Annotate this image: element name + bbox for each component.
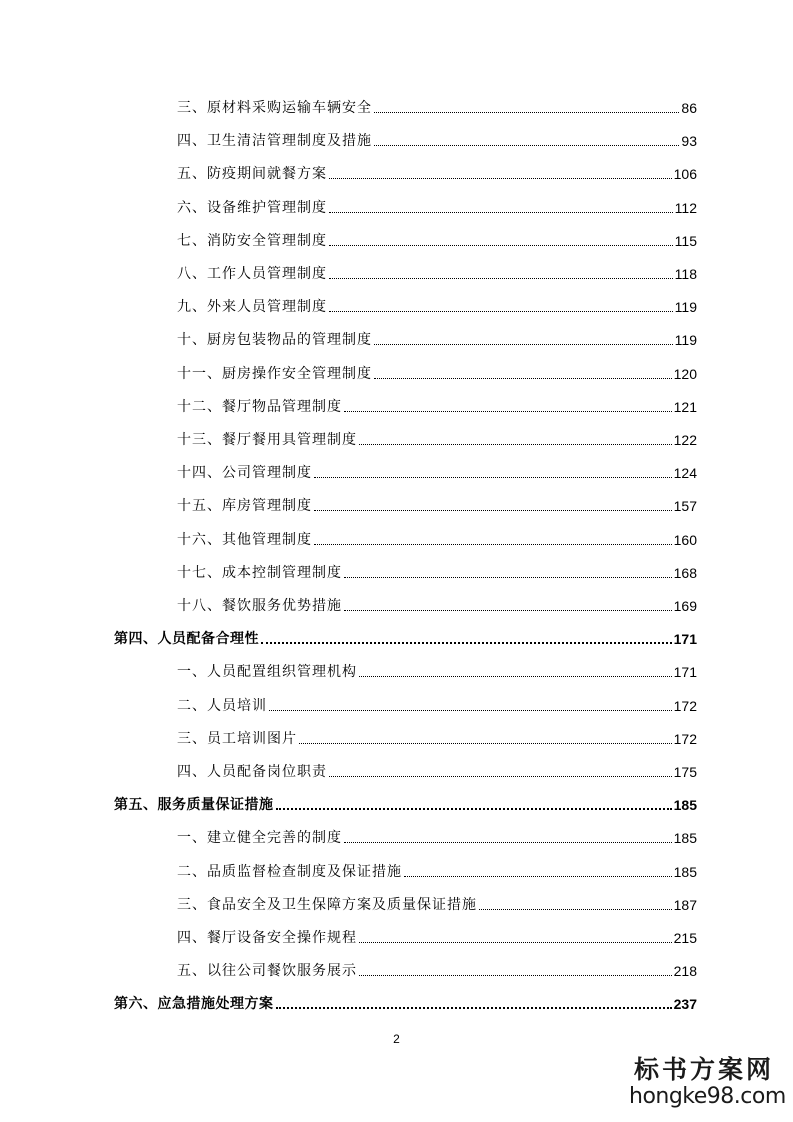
toc-entry-page: 185: [673, 797, 697, 814]
toc-entry-title: 三、原材料采购运输车辆安全: [177, 100, 372, 116]
toc-dot-leader: [374, 145, 679, 146]
toc-section-entry[interactable]: [177, 956, 697, 980]
toc-entry-page: 172: [673, 730, 697, 747]
toc-section-entry[interactable]: [177, 525, 697, 549]
toc-dot-leader: [374, 112, 679, 113]
toc-dot-leader: [314, 544, 672, 545]
toc-entry-page: 119: [674, 332, 697, 349]
toc-entry-title: 二、人员培训: [177, 697, 267, 714]
toc-chapter-entry[interactable]: [114, 624, 697, 648]
toc-entry-page: 172: [673, 697, 697, 714]
toc-section-entry[interactable]: [177, 193, 697, 217]
toc-entry-page: 187: [673, 896, 697, 913]
toc-section-entry[interactable]: [177, 823, 697, 847]
toc-section-entry[interactable]: [177, 425, 697, 449]
toc-entry-page: 119: [674, 299, 697, 316]
toc-entry-title: 三、食品安全及卫生保障方案及质量保证措施: [177, 896, 477, 913]
toc-entry-title: 七、消防安全管理制度: [177, 232, 327, 249]
toc-dot-leader: [329, 212, 673, 213]
toc-dot-leader: [314, 510, 672, 511]
toc-entry-page: 175: [673, 764, 697, 780]
toc-section-entry[interactable]: [177, 159, 697, 183]
toc-dot-leader: [404, 876, 672, 877]
toc-entry-title: 十六、其他管理制度: [177, 531, 312, 548]
toc-entry-title: 十三、餐厅餐用具管理制度: [177, 432, 357, 448]
toc-section-entry[interactable]: [177, 325, 697, 349]
toc-dot-leader: [269, 710, 672, 711]
toc-entry-title: 六、设备维护管理制度: [177, 199, 327, 216]
toc-dot-leader: [374, 378, 672, 379]
toc-entry-title: 四、人员配备岗位职责: [177, 764, 327, 780]
toc-entry-page: 169: [673, 598, 697, 614]
toc-dot-leader: [329, 245, 673, 246]
toc-entry-title: 十七、成本控制管理制度: [177, 564, 342, 581]
toc-entry-title: 十、厨房包装物品的管理制度: [177, 332, 372, 349]
toc-entry-title: 十八、餐饮服务优势措施: [177, 598, 342, 614]
toc-dot-leader: [374, 344, 673, 345]
toc-entry-title: 四、卫生清洁管理制度及措施: [177, 133, 372, 150]
toc-section-entry[interactable]: [177, 458, 697, 482]
toc-entry-page: 86: [681, 100, 697, 116]
toc-dot-leader: [329, 311, 673, 312]
toc-dot-leader: [359, 676, 672, 677]
toc-entry-page: 160: [673, 531, 697, 548]
toc-entry-page: 237: [673, 996, 697, 1013]
toc-dot-leader: [299, 743, 672, 744]
toc-section-entry[interactable]: [177, 923, 697, 947]
toc-entry-page: 115: [674, 232, 697, 249]
toc-entry-title: 十四、公司管理制度: [177, 465, 312, 482]
toc-entry-page: 124: [673, 465, 697, 482]
watermark-logo: [629, 1055, 786, 1114]
toc-dot-leader: [359, 942, 672, 943]
toc-entry-page: 215: [673, 930, 697, 946]
toc-entry-page: 185: [673, 830, 697, 847]
toc-dot-leader: [344, 610, 672, 611]
toc-dot-leader: [276, 1007, 672, 1009]
toc-entry-title: 八、工作人员管理制度: [177, 266, 327, 282]
toc-dot-leader: [329, 776, 672, 777]
toc-entry-page: 157: [673, 498, 697, 515]
toc-chapter-entry[interactable]: [114, 790, 697, 814]
toc-entry-page: 120: [673, 365, 697, 382]
toc-entry-page: 218: [673, 963, 697, 980]
toc-entry-title: 九、外来人员管理制度: [177, 299, 327, 316]
toc-entry-title: 二、品质监督检查制度及保证措施: [177, 863, 402, 880]
toc-entry-page: 168: [673, 564, 697, 581]
toc-entry-title: 一、人员配置组织管理机构: [177, 664, 357, 681]
toc-section-entry[interactable]: [177, 392, 697, 416]
toc-entry-page: 171: [673, 664, 697, 681]
toc-entry-title: 第四、人员配备合理性: [114, 631, 259, 648]
toc-section-entry[interactable]: [177, 724, 697, 748]
toc-dot-leader: [314, 477, 672, 478]
toc-entry-title: 第五、服务质量保证措施: [114, 797, 274, 814]
toc-dot-leader: [359, 975, 672, 976]
toc-dot-leader: [479, 909, 672, 910]
toc-section-entry[interactable]: [177, 126, 697, 150]
toc-dot-leader: [359, 444, 672, 445]
toc-entry-page: 122: [673, 432, 697, 448]
toc-entry-title: 四、餐厅设备安全操作规程: [177, 930, 357, 946]
toc-section-entry[interactable]: [177, 691, 697, 715]
toc-chapter-entry[interactable]: [114, 989, 697, 1013]
toc-section-entry[interactable]: [177, 657, 697, 681]
toc-entry-title: 十二、餐厅物品管理制度: [177, 398, 342, 415]
toc-entry-title: 十五、库房管理制度: [177, 498, 312, 515]
toc-section-entry[interactable]: [177, 558, 697, 582]
page-number: 2: [393, 1032, 400, 1046]
toc-dot-leader: [344, 577, 672, 578]
toc-section-entry[interactable]: [177, 259, 697, 283]
toc-entry-page: 112: [674, 199, 697, 216]
toc-entry-title: 五、防疫期间就餐方案: [177, 166, 327, 183]
toc-entry-title: 第六、应急措施处理方案: [114, 996, 274, 1013]
toc-dot-leader: [276, 808, 672, 810]
toc-entry-title: 五、以往公司餐饮服务展示: [177, 963, 357, 980]
toc-dot-leader: [344, 411, 672, 412]
toc-dot-leader: [261, 642, 672, 644]
toc-section-entry[interactable]: [177, 591, 697, 615]
toc-entry-page: 171: [673, 631, 697, 648]
watermark-title: 标书方案网: [633, 1055, 774, 1084]
toc-entry-page: 93: [681, 133, 697, 150]
toc-entry-page: 118: [674, 266, 697, 282]
toc-section-entry[interactable]: [177, 491, 697, 515]
toc-section-entry[interactable]: [177, 890, 697, 914]
toc-section-entry[interactable]: [177, 857, 697, 881]
toc-section-entry[interactable]: [177, 93, 697, 117]
toc-dot-leader: [329, 178, 672, 179]
toc-entry-page: 185: [673, 863, 697, 880]
toc-dot-leader: [344, 842, 672, 843]
toc-entry-page: 121: [673, 398, 697, 415]
toc-dot-leader: [329, 278, 673, 279]
toc-section-entry[interactable]: [177, 226, 697, 250]
toc-entry-title: 十一、厨房操作安全管理制度: [177, 365, 372, 382]
toc-section-entry[interactable]: [177, 292, 697, 316]
watermark-url: hongke98.com: [629, 1084, 786, 1109]
toc-entry-title: 一、建立健全完善的制度: [177, 830, 342, 847]
toc-section-entry[interactable]: [177, 757, 697, 781]
toc-entry-title: 三、员工培训图片: [177, 730, 297, 747]
toc-section-entry[interactable]: [177, 359, 697, 383]
toc-entry-page: 106: [673, 166, 697, 183]
